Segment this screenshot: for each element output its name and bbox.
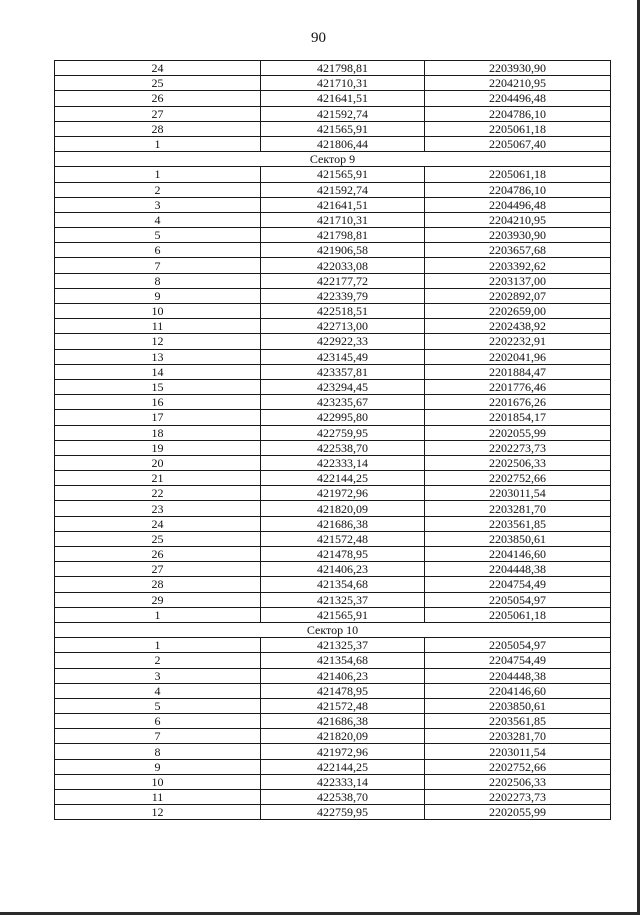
- y-coordinate-cell: 2202041,96: [425, 349, 611, 364]
- x-coordinate-cell: 421641,51: [261, 91, 425, 106]
- table-row: [55, 228, 611, 243]
- y-coordinate-cell: 2201776,46: [425, 379, 611, 394]
- y-coordinate-cell: 2204786,10: [425, 182, 611, 197]
- table-row: [55, 562, 611, 577]
- y-coordinate-cell: 2204496,48: [425, 197, 611, 212]
- point-number-cell: 3: [55, 197, 261, 212]
- point-number-cell: 7: [55, 258, 261, 273]
- x-coordinate-cell: 421798,81: [261, 228, 425, 243]
- x-coordinate-cell: 422144,25: [261, 759, 425, 774]
- sector-title: Сектор 9: [55, 152, 611, 167]
- table-row: [55, 395, 611, 410]
- table-row: [55, 91, 611, 106]
- y-coordinate-cell: 2203392,62: [425, 258, 611, 273]
- table-row: [55, 334, 611, 349]
- point-number-cell: 14: [55, 364, 261, 379]
- y-coordinate-cell: 2204146,60: [425, 547, 611, 562]
- x-coordinate-cell: 421972,96: [261, 744, 425, 759]
- x-coordinate-cell: 421572,48: [261, 698, 425, 713]
- y-coordinate-cell: 2205061,18: [425, 121, 611, 136]
- point-number-cell: 8: [55, 273, 261, 288]
- table-row: [55, 744, 611, 759]
- y-coordinate-cell: 2204210,95: [425, 212, 611, 227]
- y-coordinate-cell: 2203011,54: [425, 486, 611, 501]
- x-coordinate-cell: 422759,95: [261, 805, 425, 820]
- x-coordinate-cell: 421906,58: [261, 243, 425, 258]
- y-coordinate-cell: 2202232,91: [425, 334, 611, 349]
- point-number-cell: 13: [55, 349, 261, 364]
- point-number-cell: 1: [55, 167, 261, 182]
- table-row: [55, 774, 611, 789]
- point-number-cell: 24: [55, 61, 261, 76]
- y-coordinate-cell: 2203850,61: [425, 531, 611, 546]
- y-coordinate-cell: 2203281,70: [425, 729, 611, 744]
- point-number-cell: 18: [55, 425, 261, 440]
- point-number-cell: 1: [55, 607, 261, 622]
- y-coordinate-cell: 2204210,95: [425, 76, 611, 91]
- x-coordinate-cell: 422177,72: [261, 273, 425, 288]
- y-coordinate-cell: 2205067,40: [425, 136, 611, 151]
- x-coordinate-cell: 423357,81: [261, 364, 425, 379]
- table-row: [55, 197, 611, 212]
- table-row: [55, 668, 611, 683]
- point-number-cell: 26: [55, 91, 261, 106]
- x-coordinate-cell: 423145,49: [261, 349, 425, 364]
- y-coordinate-cell: 2203137,00: [425, 273, 611, 288]
- point-number-cell: 1: [55, 638, 261, 653]
- table-row: [55, 121, 611, 136]
- table-row: [55, 805, 611, 820]
- point-number-cell: 9: [55, 759, 261, 774]
- y-coordinate-cell: 2205054,97: [425, 638, 611, 653]
- x-coordinate-cell: 421325,37: [261, 638, 425, 653]
- table-row: [55, 379, 611, 394]
- point-number-cell: 9: [55, 288, 261, 303]
- x-coordinate-cell: 421710,31: [261, 212, 425, 227]
- x-coordinate-cell: 421406,23: [261, 668, 425, 683]
- y-coordinate-cell: 2202659,00: [425, 304, 611, 319]
- y-coordinate-cell: 2203930,90: [425, 61, 611, 76]
- point-number-cell: 24: [55, 516, 261, 531]
- table-row: [55, 288, 611, 303]
- coordinates-table: [54, 60, 611, 820]
- y-coordinate-cell: 2203850,61: [425, 698, 611, 713]
- table-row: [55, 410, 611, 425]
- point-number-cell: 25: [55, 531, 261, 546]
- point-number-cell: 7: [55, 729, 261, 744]
- point-number-cell: 2: [55, 653, 261, 668]
- point-number-cell: 26: [55, 547, 261, 562]
- point-number-cell: 21: [55, 471, 261, 486]
- x-coordinate-cell: 421806,44: [261, 136, 425, 151]
- y-coordinate-cell: 2201676,26: [425, 395, 611, 410]
- table-row: [55, 698, 611, 713]
- x-coordinate-cell: 422033,08: [261, 258, 425, 273]
- table-row: [55, 258, 611, 273]
- table-row: [55, 471, 611, 486]
- x-coordinate-cell: 421592,74: [261, 106, 425, 121]
- x-coordinate-cell: 422995,80: [261, 410, 425, 425]
- x-coordinate-cell: 421820,09: [261, 501, 425, 516]
- x-coordinate-cell: 423294,45: [261, 379, 425, 394]
- table-row: [55, 638, 611, 653]
- x-coordinate-cell: 421686,38: [261, 516, 425, 531]
- x-coordinate-cell: 421325,37: [261, 592, 425, 607]
- point-number-cell: 2: [55, 182, 261, 197]
- point-number-cell: 28: [55, 577, 261, 592]
- table-row: [55, 455, 611, 470]
- y-coordinate-cell: 2202273,73: [425, 790, 611, 805]
- point-number-cell: 22: [55, 486, 261, 501]
- point-number-cell: 5: [55, 228, 261, 243]
- point-number-cell: 10: [55, 774, 261, 789]
- x-coordinate-cell: 421641,51: [261, 197, 425, 212]
- y-coordinate-cell: 2201884,47: [425, 364, 611, 379]
- x-coordinate-cell: 422333,14: [261, 774, 425, 789]
- y-coordinate-cell: 2202892,07: [425, 288, 611, 303]
- x-coordinate-cell: 422333,14: [261, 455, 425, 470]
- table-row: [55, 106, 611, 121]
- y-coordinate-cell: 2202752,66: [425, 471, 611, 486]
- table-row: [55, 547, 611, 562]
- point-number-cell: 23: [55, 501, 261, 516]
- table-row: [55, 319, 611, 334]
- x-coordinate-cell: 421354,68: [261, 653, 425, 668]
- y-coordinate-cell: 2204754,49: [425, 577, 611, 592]
- x-coordinate-cell: 421565,91: [261, 167, 425, 182]
- point-number-cell: 6: [55, 243, 261, 258]
- table-row: [55, 531, 611, 546]
- point-number-cell: 15: [55, 379, 261, 394]
- table-row: [55, 349, 611, 364]
- x-coordinate-cell: 421565,91: [261, 607, 425, 622]
- sector-header-row: [55, 152, 611, 167]
- x-coordinate-cell: 421478,95: [261, 683, 425, 698]
- page-number: 90: [311, 30, 326, 46]
- point-number-cell: 12: [55, 805, 261, 820]
- table-row: [55, 273, 611, 288]
- table-row: [55, 501, 611, 516]
- table-row: [55, 182, 611, 197]
- x-coordinate-cell: 421592,74: [261, 182, 425, 197]
- table-row: [55, 486, 611, 501]
- y-coordinate-cell: 2202055,99: [425, 425, 611, 440]
- x-coordinate-cell: 421478,95: [261, 547, 425, 562]
- point-number-cell: 27: [55, 106, 261, 121]
- table-row: [55, 729, 611, 744]
- y-coordinate-cell: 2202438,92: [425, 319, 611, 334]
- x-coordinate-cell: 421820,09: [261, 729, 425, 744]
- point-number-cell: 11: [55, 790, 261, 805]
- y-coordinate-cell: 2205054,97: [425, 592, 611, 607]
- table-row: [55, 364, 611, 379]
- table-row: [55, 440, 611, 455]
- point-number-cell: 29: [55, 592, 261, 607]
- table-row: [55, 243, 611, 258]
- y-coordinate-cell: 2202055,99: [425, 805, 611, 820]
- point-number-cell: 8: [55, 744, 261, 759]
- table-row: [55, 76, 611, 91]
- table-row: [55, 304, 611, 319]
- coordinates-table-body: [55, 61, 611, 820]
- table-row: [55, 592, 611, 607]
- table-row: [55, 714, 611, 729]
- table-row: [55, 425, 611, 440]
- x-coordinate-cell: 421686,38: [261, 714, 425, 729]
- table-row: [55, 167, 611, 182]
- x-coordinate-cell: 422538,70: [261, 440, 425, 455]
- x-coordinate-cell: 422144,25: [261, 471, 425, 486]
- table-row: [55, 607, 611, 622]
- point-number-cell: 19: [55, 440, 261, 455]
- y-coordinate-cell: 2204754,49: [425, 653, 611, 668]
- y-coordinate-cell: 2204786,10: [425, 106, 611, 121]
- point-number-cell: 4: [55, 683, 261, 698]
- y-coordinate-cell: 2203657,68: [425, 243, 611, 258]
- x-coordinate-cell: 422713,00: [261, 319, 425, 334]
- y-coordinate-cell: 2204448,38: [425, 562, 611, 577]
- x-coordinate-cell: 422518,51: [261, 304, 425, 319]
- x-coordinate-cell: 421710,31: [261, 76, 425, 91]
- x-coordinate-cell: 421972,96: [261, 486, 425, 501]
- point-number-cell: 28: [55, 121, 261, 136]
- x-coordinate-cell: 422538,70: [261, 790, 425, 805]
- x-coordinate-cell: 421354,68: [261, 577, 425, 592]
- x-coordinate-cell: 422759,95: [261, 425, 425, 440]
- x-coordinate-cell: 421798,81: [261, 61, 425, 76]
- table-row: [55, 136, 611, 151]
- table-row: [55, 683, 611, 698]
- y-coordinate-cell: 2204146,60: [425, 683, 611, 698]
- y-coordinate-cell: 2203561,85: [425, 714, 611, 729]
- point-number-cell: 27: [55, 562, 261, 577]
- point-number-cell: 11: [55, 319, 261, 334]
- point-number-cell: 6: [55, 714, 261, 729]
- table-row: [55, 212, 611, 227]
- point-number-cell: 16: [55, 395, 261, 410]
- y-coordinate-cell: 2203281,70: [425, 501, 611, 516]
- y-coordinate-cell: 2205061,18: [425, 607, 611, 622]
- x-coordinate-cell: 421406,23: [261, 562, 425, 577]
- table-row: [55, 653, 611, 668]
- point-number-cell: 20: [55, 455, 261, 470]
- point-number-cell: 10: [55, 304, 261, 319]
- sector-header-row: [55, 622, 611, 637]
- table-row: [55, 759, 611, 774]
- table-row: [55, 790, 611, 805]
- point-number-cell: 5: [55, 698, 261, 713]
- x-coordinate-cell: 423235,67: [261, 395, 425, 410]
- x-coordinate-cell: 421565,91: [261, 121, 425, 136]
- y-coordinate-cell: 2205061,18: [425, 167, 611, 182]
- table-row: [55, 61, 611, 76]
- point-number-cell: 25: [55, 76, 261, 91]
- point-number-cell: 3: [55, 668, 261, 683]
- point-number-cell: 12: [55, 334, 261, 349]
- y-coordinate-cell: 2202506,33: [425, 455, 611, 470]
- y-coordinate-cell: 2203930,90: [425, 228, 611, 243]
- point-number-cell: 1: [55, 136, 261, 151]
- y-coordinate-cell: 2201854,17: [425, 410, 611, 425]
- point-number-cell: 17: [55, 410, 261, 425]
- y-coordinate-cell: 2203561,85: [425, 516, 611, 531]
- point-number-cell: 4: [55, 212, 261, 227]
- x-coordinate-cell: 421572,48: [261, 531, 425, 546]
- table-row: [55, 577, 611, 592]
- sector-title: Сектор 10: [55, 622, 611, 637]
- x-coordinate-cell: 422922,33: [261, 334, 425, 349]
- table-row: [55, 516, 611, 531]
- y-coordinate-cell: 2203011,54: [425, 744, 611, 759]
- y-coordinate-cell: 2204448,38: [425, 668, 611, 683]
- y-coordinate-cell: 2204496,48: [425, 91, 611, 106]
- x-coordinate-cell: 422339,79: [261, 288, 425, 303]
- y-coordinate-cell: 2202273,73: [425, 440, 611, 455]
- y-coordinate-cell: 2202506,33: [425, 774, 611, 789]
- y-coordinate-cell: 2202752,66: [425, 759, 611, 774]
